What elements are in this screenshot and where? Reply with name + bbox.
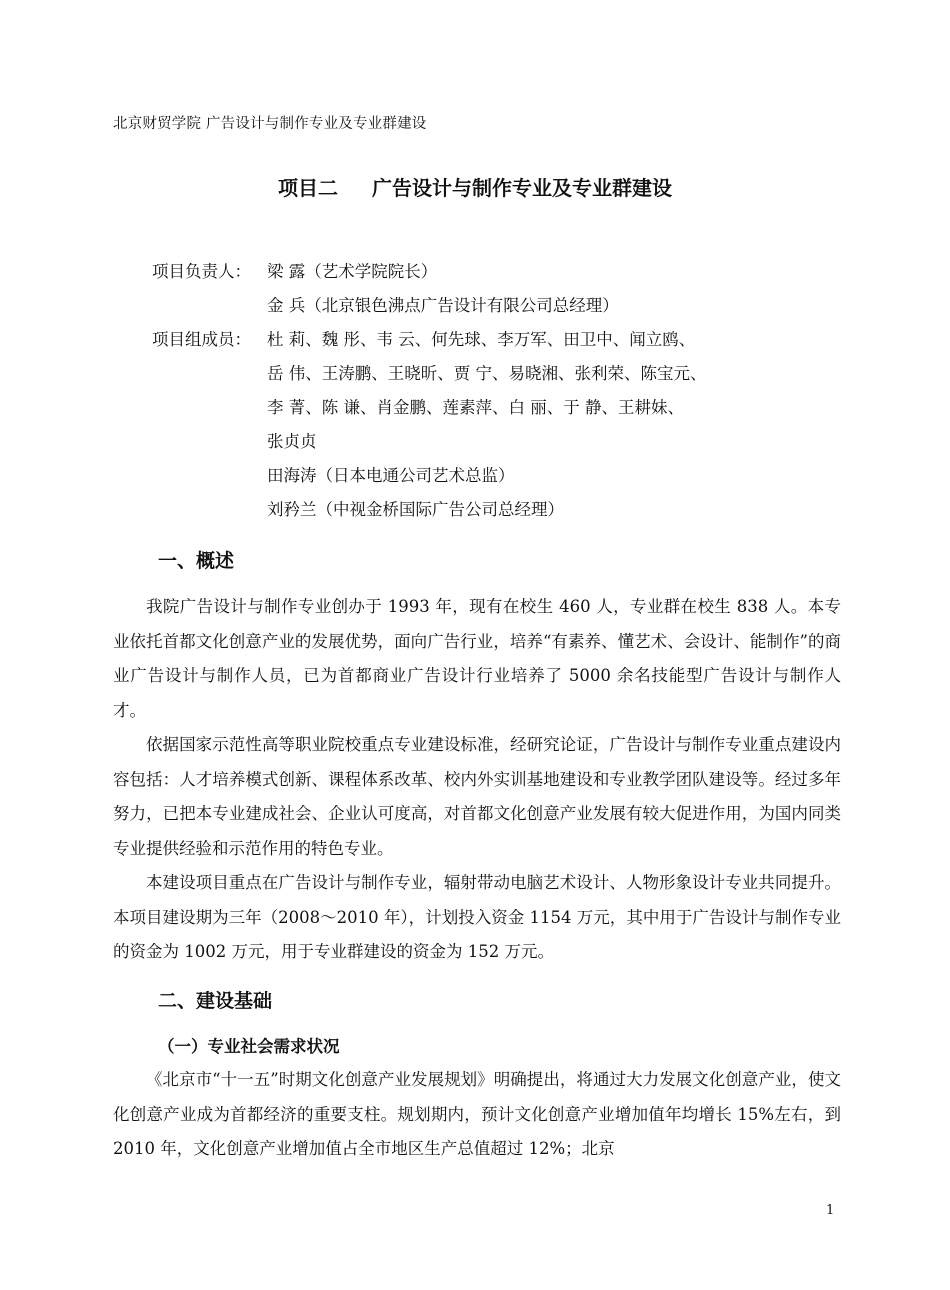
page-number: 1 — [826, 1203, 835, 1218]
member-line: 刘矜兰（中视金桥国际广告公司总经理） — [267, 500, 564, 519]
paragraph: 我院广告设计与制作专业创办于 1993 年，现有在校生 460 人，专业群在校生 838 人。本专业依托首都文化创意产业的发展优势，面向广告行业，培养“有素养、懂艺术、会设计、能制作”的商业广告设计与制作人员，已为首都商业广告设计行业培养了 5000 余名技能型广告设计与制作人才。 — [113, 597, 841, 720]
leader-line: 梁 露（艺术学院院长） — [267, 262, 438, 281]
member-line: 杜 莉、魏 彤、韦 云、何先球、李万军、田卫中、闻立鸥、 — [267, 330, 696, 349]
member-line: 李 菁、陈 谦、肖金鹏、莲素萍、白 丽、于 静、王耕妹、 — [267, 398, 684, 417]
section-heading-overview: 一、概述 — [158, 550, 235, 572]
title-main: 广告设计与制作专业及专业群建设 — [372, 176, 672, 200]
running-header: 北京财贸学院 广告设计与制作专业及专业群建设 — [113, 116, 427, 132]
members-label: 项目组成员： — [152, 330, 251, 349]
paragraph: 《北京市“十一五”时期文化创意产业发展规划》明确提出，将通过大力发展文化创意产业，使文化创意产业成为首都经济的重要支柱。规划期内，预计文化创意产业增加值年均增长 15%左右，到 2010 年，文化创意产业增加值占全市地区生产总值超过 12%；北京 — [113, 1070, 841, 1158]
leaders-label: 项目负责人： — [152, 262, 251, 281]
member-line: 田海涛（日本电通公司艺术总监） — [267, 466, 515, 485]
overview-body — [113, 590, 841, 970]
member-line: 岳 伟、王涛鹏、王晓昕、贾 宁、易晓湘、张利荣、陈宝元、 — [267, 364, 707, 383]
subsection-heading-demand: （一）专业社会需求状况 — [158, 1037, 340, 1056]
paragraph: 依据国家示范性高等职业院校重点专业建设标准，经研究论证，广告设计与制作专业重点建设内容包括：人才培养模式创新、课程体系改革、校内外实训基地建设和专业教学团队建设等。经过多年努力，已把本专业建成社会、企业认可度高，对首都文化创意产业发展有较大促进作用，为国内同类专业提供经验和示范作用的特色专业。 — [113, 735, 841, 858]
demand-body — [113, 1063, 841, 1167]
member-line: 张贞贞 — [267, 432, 317, 451]
title-prefix: 项目二 — [278, 176, 338, 200]
project-title — [0, 172, 950, 201]
leader-line: 金 兵（北京银色沸点广告设计有限公司总经理） — [267, 296, 619, 315]
section-heading-foundation: 二、建设基础 — [158, 990, 273, 1012]
paragraph: 本建设项目重点在广告设计与制作专业，辐射带动电脑艺术设计、人物形象设计专业共同提升。本项目建设期为三年（2008～2010 年），计划投入资金 1154 万元，其中用于广告设计与制作专业的资金为 1002 万元，用于专业群建设的资金为 152 万元。 — [113, 873, 841, 961]
